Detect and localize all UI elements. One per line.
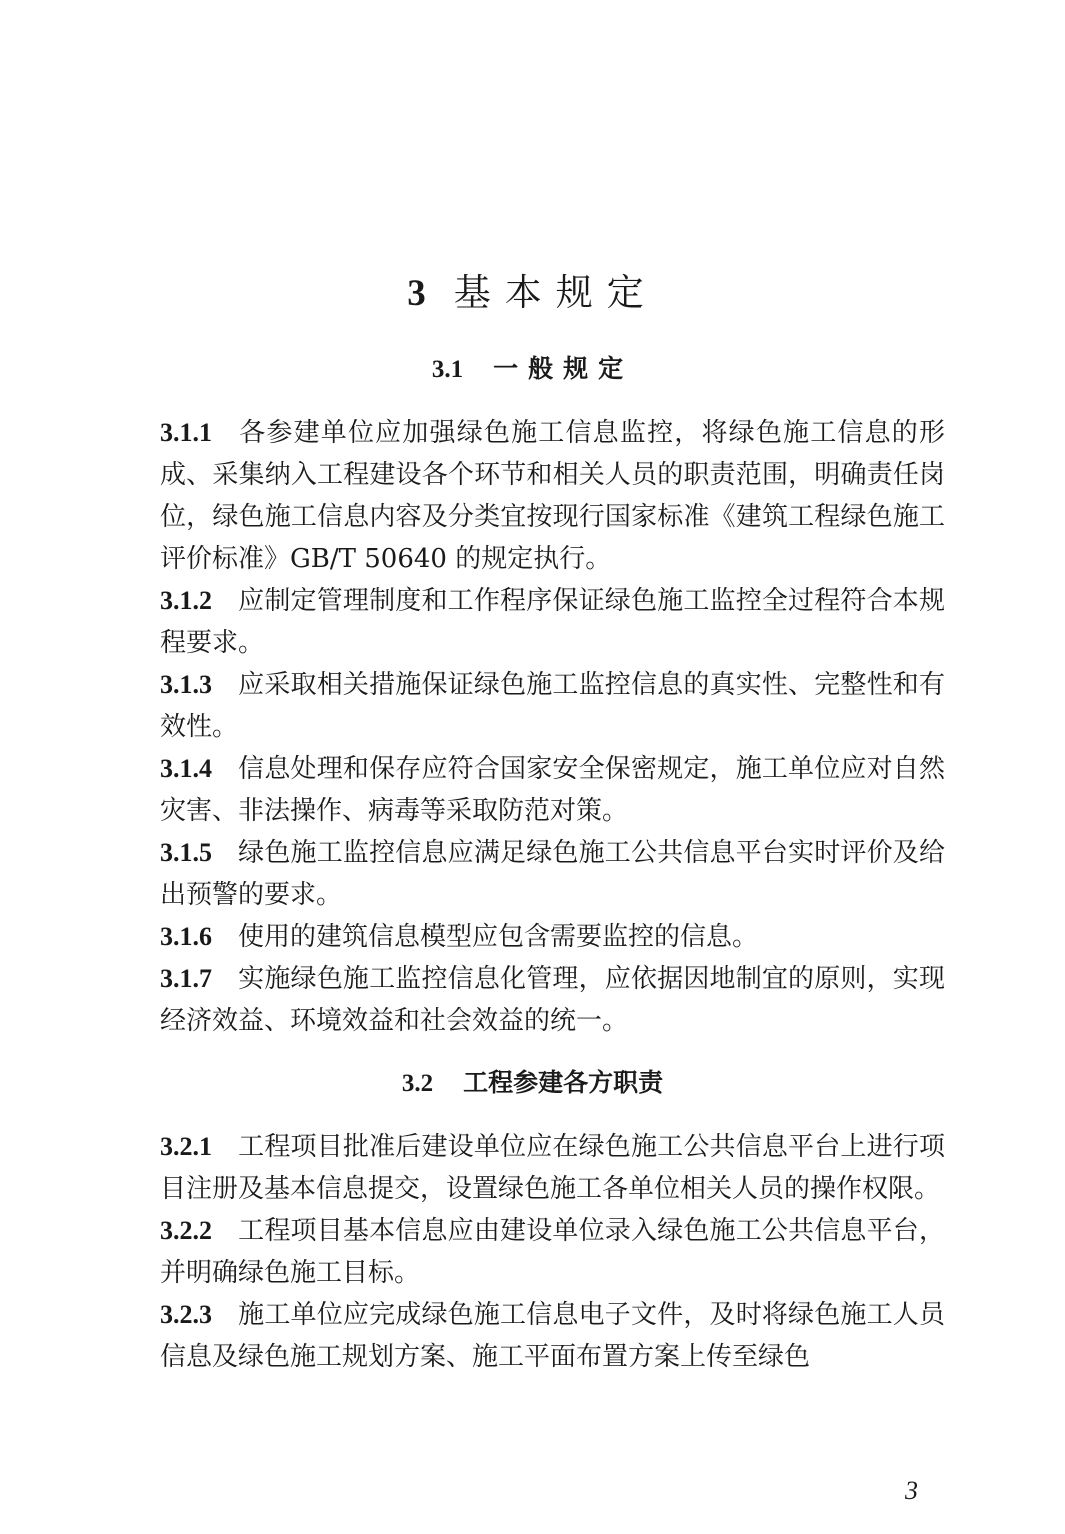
- clause-text: 施工单位应完成绿色施工信息电子文件，及时将绿色施工人员信息及绿色施工规划方案、施工平面布置方案上传至绿色: [160, 1300, 945, 1372]
- clause-number: 3.2.1: [160, 1132, 212, 1161]
- clause-text: 工程项目批准后建设单位应在绿色施工公共信息平台上进行项目注册及基本信息提交，设置绿色施工各单位相关人员的操作权限。: [160, 1132, 945, 1204]
- clause-text: 信息处理和保存应符合国家安全保密规定，施工单位应对自然灾害、非法操作、病毒等采取防范对策。: [160, 754, 945, 826]
- clause-3-1-6: [160, 916, 945, 958]
- clause-3-2-1: [160, 1126, 945, 1210]
- section-title-3-1: [0, 352, 1065, 387]
- clause-text: 实施绿色施工监控信息化管理，应依据因地制宜的原则，实现经济效益、环境效益和社会效益的统一。: [160, 964, 945, 1036]
- clause-3-2-2: [160, 1210, 945, 1294]
- page-number: 3: [905, 1476, 918, 1505]
- clause-number: 3.1.2: [160, 586, 212, 615]
- section-title-3-2: [0, 1066, 1065, 1101]
- section-title-text: 一般规定: [493, 354, 634, 383]
- clause-text: 工程项目基本信息应由建设单位录入绿色施工公共信息平台，并明确绿色施工目标。: [160, 1216, 945, 1288]
- clause-3-1-4: [160, 748, 945, 832]
- section-number: 3.2: [401, 1070, 434, 1097]
- clause-text: 各参建单位应加强绿色施工信息监控，将绿色施工信息的形成、采集纳入工程建设各个环节和相关人员的职责范围，明确责任岗位，绿色施工信息内容及分类宜按现行国家标准《建筑工程绿色施工评价标准》GB/T 50640 的规定执行。: [160, 418, 945, 574]
- chapter-title: [0, 268, 1065, 319]
- clause-number: 3.1.1: [160, 418, 212, 447]
- clause-3-2-3: [160, 1294, 945, 1378]
- clause-text: 应采取相关措施保证绿色施工监控信息的真实性、完整性和有效性。: [160, 670, 945, 742]
- clause-number: 3.1.4: [160, 754, 212, 783]
- section-title-text: 工程参建各方职责: [463, 1068, 664, 1097]
- section-number: 3.1: [431, 356, 464, 383]
- clause-number: 3.1.7: [160, 964, 212, 993]
- section-body-3-1: [160, 412, 945, 1042]
- clause-text: 绿色施工监控信息应满足绿色施工公共信息平台实时评价及给出预警的要求。: [160, 838, 945, 910]
- clause-text: 使用的建筑信息模型应包含需要监控的信息。: [238, 922, 759, 952]
- clause-text: 应制定管理制度和工作程序保证绿色施工监控全过程符合本规程要求。: [160, 586, 945, 658]
- section-body-3-2: [160, 1126, 945, 1378]
- clause-3-1-3: [160, 664, 945, 748]
- chapter-title-text: 基本规定: [453, 271, 658, 314]
- clause-3-1-7: [160, 958, 945, 1042]
- clause-number: 3.1.5: [160, 838, 212, 867]
- clause-number: 3.2.3: [160, 1300, 212, 1329]
- clause-number: 3.1.6: [160, 922, 212, 951]
- clause-3-1-2: [160, 580, 945, 664]
- chapter-number: 3: [407, 273, 426, 314]
- clause-3-1-5: [160, 832, 945, 916]
- clause-number: 3.2.2: [160, 1216, 212, 1245]
- clause-3-1-1: [160, 412, 945, 580]
- clause-number: 3.1.3: [160, 670, 212, 699]
